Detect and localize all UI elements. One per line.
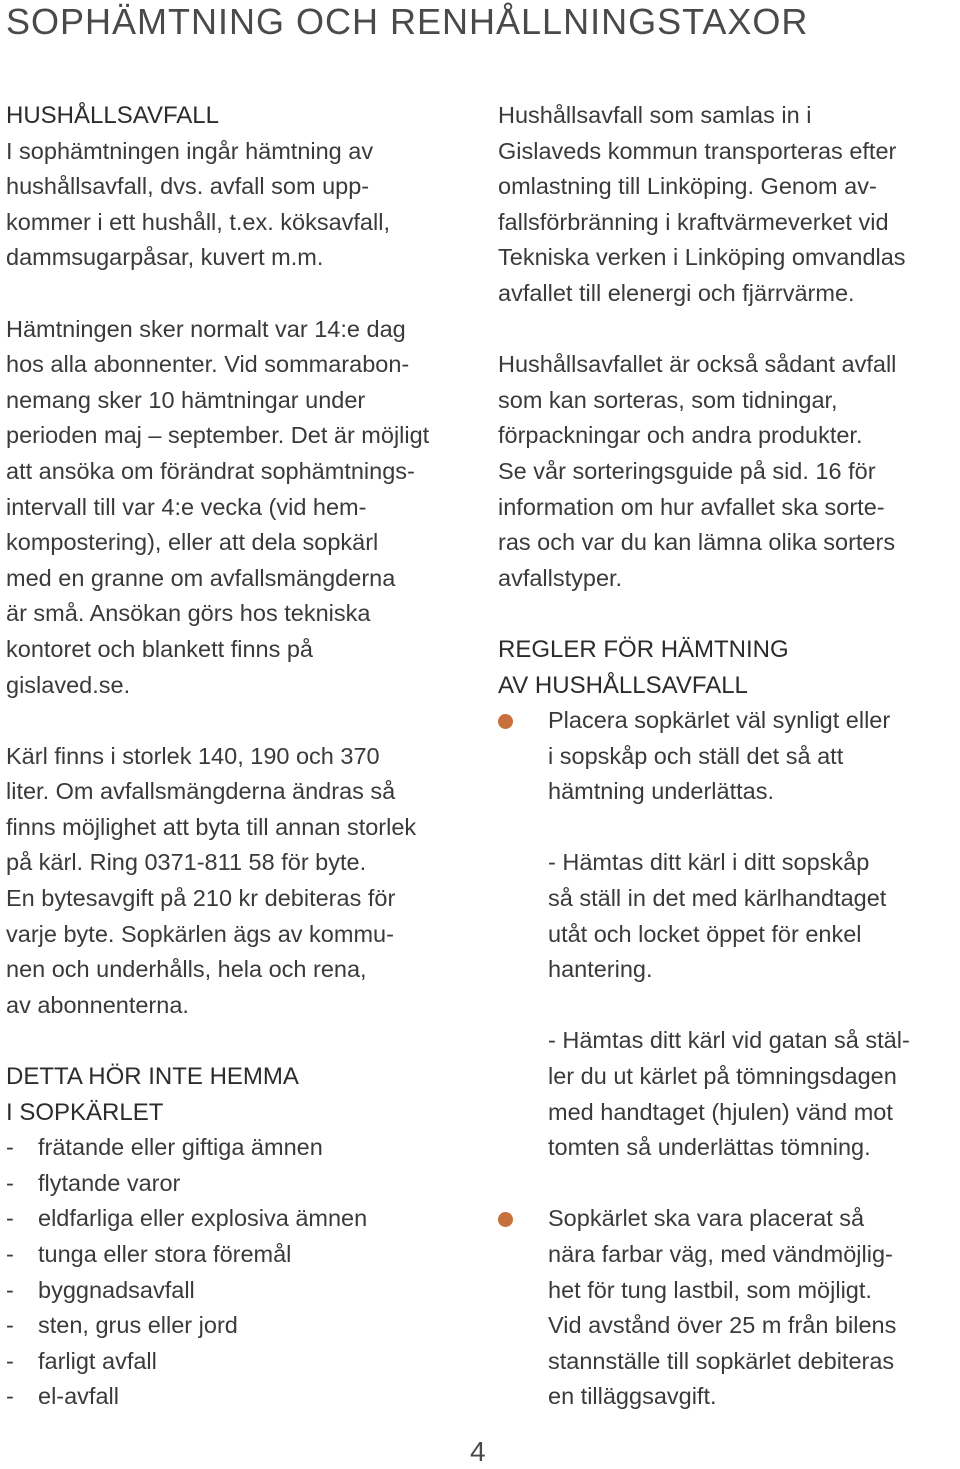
dash-marker: - (6, 1347, 14, 1374)
text-line: hushållsavfall, dvs. avfall som upp- (6, 173, 370, 200)
text-line: perioden maj – september. Det är möjligt (6, 422, 430, 449)
text-line: Gislaveds kommun transporteras efter (498, 137, 897, 164)
dash-marker: - (6, 1241, 14, 1267)
text-line: varje byte. Sopkärlen ägs av kommu- (6, 920, 394, 947)
text-line: ras och var du kan lämna olika sorters (498, 529, 896, 556)
text-line: hantering. (548, 956, 653, 983)
text-line: En bytesavgift på 210 kr debiteras för (6, 885, 396, 912)
text-line: på kärl. Ring 0371-811 58 för byte. (6, 849, 367, 876)
heading-line: I SOPKÄRLET (6, 1098, 164, 1126)
page-title: SOPHÄMTNING OCH RENHÅLLNINGSTAXOR (6, 1, 809, 42)
rule-bullet-access (498, 1201, 960, 1415)
text-line: Placera sopkärlet väl synligt eller (548, 707, 891, 734)
text-line: liter. Om avfallsmängderna ändras så (6, 778, 396, 805)
text-line: att ansöka om förändrat sophämtnings- (6, 457, 415, 484)
heading-line: DETTA HÖR INTE HEMMA (6, 1063, 299, 1091)
text-line: - Hämtas ditt kärl vid gatan så stäl- (548, 1027, 910, 1054)
page-number: 4 (470, 1436, 486, 1467)
list-item-label: byggnadsavfall (38, 1276, 195, 1303)
text-line: förpackningar och andra produkter. (498, 422, 863, 449)
text-line: Vid avstånd över 25 m från bilens (548, 1312, 897, 1339)
list-item (6, 1379, 486, 1415)
text-line: Kärl finns i storlek 140, 190 och 370 (6, 742, 380, 769)
text-line: tomten så underlättas tömning. (548, 1134, 871, 1161)
dash-marker: - (6, 1134, 14, 1161)
list-item-label: flytande varor (38, 1169, 181, 1196)
paragraph-household-intro (6, 134, 486, 276)
text-line: hämtning underlättas. (548, 778, 775, 805)
section-heading-collection-rules (498, 632, 960, 703)
text-line: Tekniska verken i Linköping omvandlas (498, 244, 906, 271)
dash-marker: - (6, 1205, 14, 1232)
not-allowed-list (6, 1130, 486, 1415)
text-line: I sophämtningen ingår hämtning av (6, 137, 374, 164)
text-line: Hämtningen sker normalt var 14:e dag (6, 315, 406, 342)
text-line: ler du ut kärlet på tömningsdagen (548, 1063, 897, 1090)
text-line: med handtaget (hjulen) vänd mot (548, 1098, 893, 1125)
text-line: som kan sorteras, som tidningar, (498, 386, 838, 413)
list-item (6, 1308, 486, 1344)
list-item (6, 1237, 486, 1273)
text-line: Sopkärlet ska vara placerat så (548, 1205, 865, 1232)
text-line: utåt och locket öppet för enkel (548, 920, 862, 947)
text-line: avfallet till elenergi och fjärrvärme. (498, 279, 855, 306)
text-line: nen och underhålls, hela och rena, (6, 956, 367, 983)
text-line: kontoret och blankett finns på (6, 635, 314, 662)
list-item-label: tunga eller stora föremål (38, 1241, 292, 1267)
text-line: kommer i ett hushåll, t.ex. köksavfall, (6, 208, 390, 235)
right-column (498, 98, 960, 1415)
text-line: information om hur avfallet ska sorte- (498, 493, 885, 520)
left-column (6, 98, 486, 1415)
section-heading-not-allowed (6, 1059, 486, 1130)
dash-marker: - (6, 1312, 14, 1339)
dash-marker: - (6, 1169, 14, 1196)
rule-bullet-placement (498, 703, 960, 1166)
list-item-label: sten, grus eller jord (38, 1312, 238, 1339)
text-line: Se vår sorteringsguide på sid. 16 för (498, 457, 876, 484)
paragraph-bin-sizes (6, 739, 486, 1024)
list-item-label: farligt avfall (38, 1347, 157, 1374)
text-line: av abonnenterna. (6, 991, 189, 1018)
text-line: nemang sker 10 hämtningar under (6, 386, 366, 413)
list-item (6, 1344, 486, 1380)
dash-marker: - (6, 1276, 14, 1303)
text-line: nära farbar väg, med vändmöjlig- (548, 1241, 893, 1267)
text-line: het för tung lastbil, som möjligt. (548, 1276, 872, 1303)
text-line: - Hämtas ditt kärl i ditt sopskåp (548, 849, 870, 876)
text-line: dammsugarpåsar, kuvert m.m. (6, 244, 324, 271)
list-item-label: frätande eller giftiga ämnen (38, 1134, 323, 1161)
text-line: gislaved.se. (6, 671, 131, 698)
text-line: med en granne om avfallsmängderna (6, 564, 396, 591)
list-item-label: eldfarliga eller explosiva ämnen (38, 1205, 368, 1232)
text-line: omlastning till Linköping. Genom av- (498, 173, 877, 200)
text-line: är små. Ansökan görs hos tekniska (6, 600, 371, 627)
paragraph-sorting (498, 347, 960, 596)
text-line: avfallstyper. (498, 564, 623, 591)
list-item (6, 1166, 486, 1202)
heading-line: REGLER FÖR HÄMTNING (498, 635, 789, 663)
text-line: i sopskåp och ställ det så att (548, 742, 844, 769)
text-line: så ställ in det med kärlhandtaget (548, 885, 887, 912)
text-line: kompostering), eller att dela sopkärl (6, 529, 379, 556)
section-heading-household-waste: HUSHÅLLSAVFALL (6, 102, 219, 129)
dash-marker: - (6, 1383, 14, 1410)
paragraph-collection-frequency (6, 312, 486, 704)
bullet-dot-icon (498, 714, 513, 729)
text-line: intervall till var 4:e vecka (vid hem- (6, 493, 367, 520)
text-line: Hushållsavfallet är också sådant avfall (498, 351, 897, 378)
text-line: finns möjlighet att byta till annan storlek (6, 813, 417, 840)
text-line: stannställe till sopkärlet debiteras (548, 1347, 895, 1374)
text-line: Hushållsavfall som samlas in i (498, 102, 812, 128)
list-item-label: el-avfall (38, 1383, 119, 1410)
paragraph-transport (498, 98, 960, 312)
list-item (6, 1273, 486, 1309)
list-item (6, 1201, 486, 1237)
text-line: fallsförbränning i kraftvärmeverket vid (498, 208, 889, 235)
list-item (6, 1130, 486, 1166)
text-line: hos alla abonnenter. Vid sommarabon- (6, 351, 410, 378)
text-line: en tilläggsavgift. (548, 1383, 717, 1410)
heading-line: AV HUSHÅLLSAVFALL (498, 671, 748, 699)
